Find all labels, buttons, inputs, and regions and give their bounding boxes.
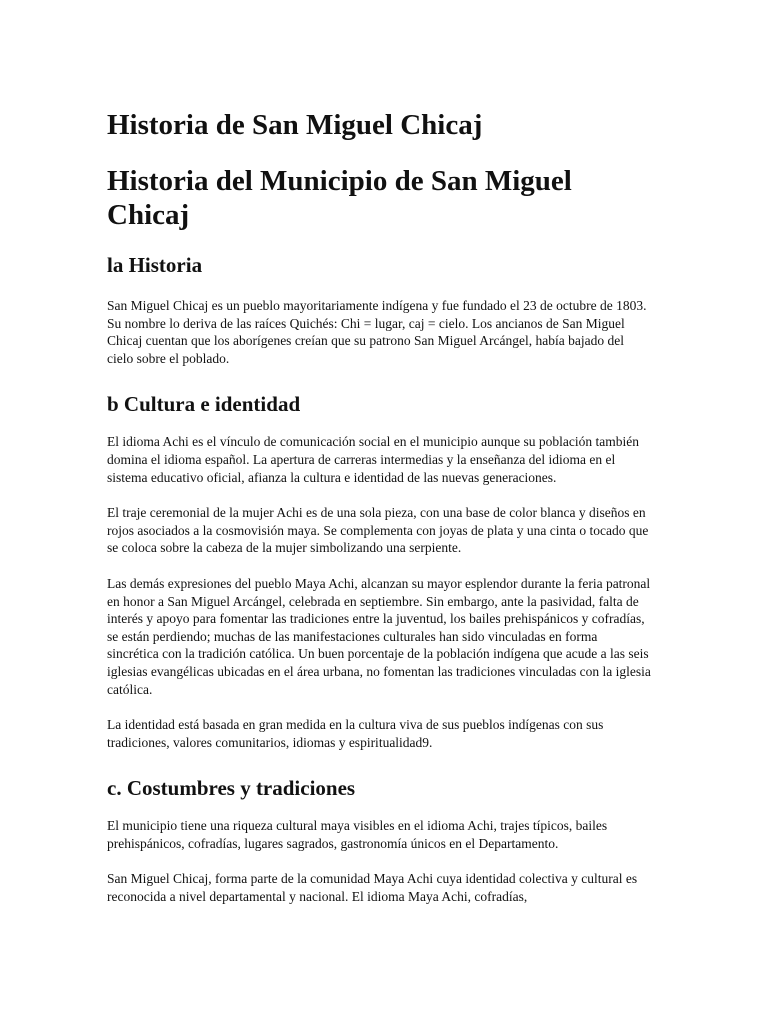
document-subtitle: Historia del Municipio de San Miguel Chicaj: [107, 165, 572, 231]
section-heading-historia: la Historia: [107, 253, 203, 277]
paragraph-historia: San Miguel Chicaj es un pueblo mayoritariamente indígena y fue fundado el 23 de octubre de 1803. Su nombre lo deriva de las raíces Quichés: Chi = lugar, caj = cielo. Los ancianos de San Miguel Chicaj cuentan que los aborígenes creían que su patrono San Miguel Arcángel, había bajado del cielo sobre el poblado.: [107, 298, 647, 366]
page-bottom-margin: [0, 931, 768, 1024]
paragraph-cultura-4: La identidad está basada en gran medida en la cultura viva de sus pueblos indígenas con sus tradiciones, valores comunitarios, idiomas y espiritualidad9.: [107, 717, 604, 750]
section-heading-cultura: b Cultura e identidad: [107, 392, 301, 417]
paragraph-cultura-2: El traje ceremonial de la mujer Achi es de una sola pieza, con una base de color blanca y diseños en rojos asociados a la cosmovisión maya. Se complementa con joyas de plata y una cinta o tocado que se coloca sobre la cabeza de la mujer simbolizando una serpiente.: [107, 505, 649, 556]
paragraph-cultura-3: Las demás expresiones del pueblo Maya Achi, alcanzan su mayor esplendor durante la feria patronal en honor a San Miguel Arcángel, celebrada en septiembre. Sin embargo, ante la pasividad, falta de interés y apoyo para fomentar las tradiciones entre la juventud, los bailes prehispánicos y cofradías, se están perdiendo; muchas de las manifestaciones culturales han sido vinculadas en forma sincrética con la tradición católica. Un buen porcentaje de la población indígena que acude a las seis iglesias evangélicas ubicadas en el área urbana, no fomentan las tradiciones vinculadas con la iglesia católica.: [107, 575, 651, 697]
paragraph-cultura-1: El idioma Achi es el vínculo de comunicación social en el municipio aunque su población también domina el idioma español. La apertura de carreras intermedias y la enseñanza del idioma en el sistema educativo oficial, afianza la cultura e identidad de las nuevas generaciones.: [107, 434, 639, 485]
document-page: [107, 108, 652, 906]
section-heading-costumbres: c. Costumbres y tradiciones: [107, 776, 356, 801]
page-title: Historia de San Miguel Chicaj: [107, 109, 483, 141]
paragraph-costumbres-1: El municipio tiene una riqueza cultural maya visibles en el idioma Achi, trajes típicos, bailes prehispánicos, cofradías, lugares sagrados, gastronomía únicos en el Departamento.: [107, 818, 608, 851]
paragraph-costumbres-2: San Miguel Chicaj, forma parte de la comunidad Maya Achi cuya identidad colectiva y cultural es reconocida a nivel departamental y nacional. El idioma Maya Achi, cofradías,: [107, 871, 638, 905]
